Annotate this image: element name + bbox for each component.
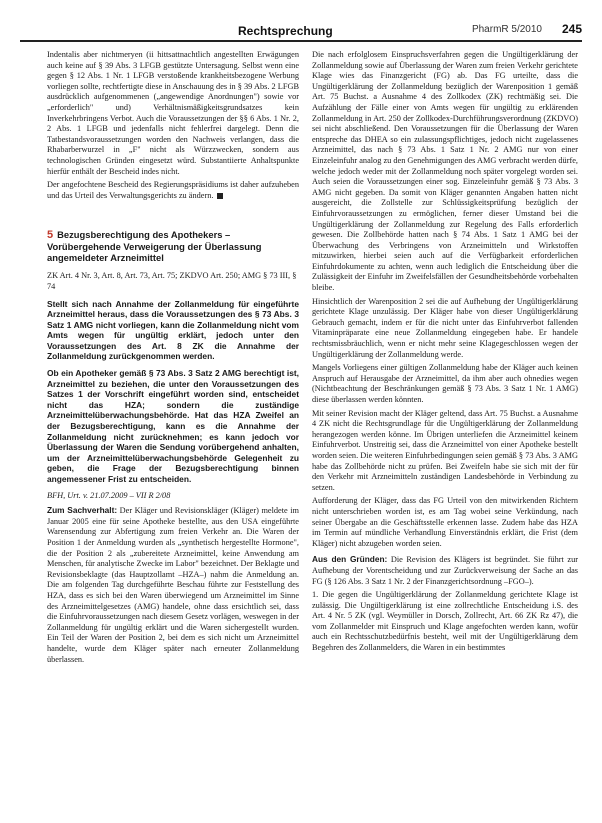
reasons-paragraph <box>312 554 578 587</box>
page-number: 245 <box>561 22 582 36</box>
decision-number: 5 <box>47 229 54 242</box>
facts-text: Der Kläger und Revisionskläger (Kläger) meldete im Januar 2005 eine für seine Apotheke bestellte, aus den USA eingeführte Warensendung zur Abfertigung zum freien Verkehr an. Die Waren der Position 1 der Anmeldung wurden als „synthetisch hergestellte Hormone", die der Position 2 als „zubereitete Arzneimittel, keine Anwendung am Menschen, für analytische Zwecke im Labor" bezeichnet. Der Beklagte und Revisionsbeklagte (das Hauptzollamt –HZA–) nahm die Anmeldung an. Die am folgenden Tag durchgeführte Beschau führte zur Feststellung des HZA, dass es sich bei den Waren überwiegend um Arzneimittel im Sinne des Arzneimittelgesetzes (AMG) handele, ohne dass ersichtlich sei, dass die Einfuhrvoraussetzungen nach diesem Gesetz vorlägen, weswegen in der Zollanmeldung für ungültig erklärt und die Waren sichergestellt wurden. Ein Teil der Waren der Position 2, bei dem es sich nicht um Arzneimittel handelte, wurde dem Kläger später nach erneuter Zollanmeldung überlassen. <box>47 506 300 664</box>
headnote: Ob ein Apotheker gemäß § 73 Abs. 3 Satz 2 AMG berechtigt ist, Arzneimittel zu beziehen, die unter den Voraussetzungen des Satzes 1 der Vorschrift eingeführt worden sind, entscheidet nicht das HZA; sondern die zuständige Arzneimittelüberwachungsbehörde. Hat das HZA Zweifel an der Bezugsberechtigung, kann es die Annahme der Zollanmeldung nicht zurücknehmen; es kann jedoch vor Überlassung der Waren die Sendung vorübergehend anhalten, um der Arzneimittelüberwachungsbehörde Gelegenheit zu geben, die Frage der Bezugsberechtigung binnen angemessener Frist zu entscheiden. <box>47 368 299 484</box>
reasons-label: Aus den Gründen: <box>312 554 388 565</box>
decision-title: Bezugsberechtigung des Apothekers – Vorübergehende Verweigerung der Überlassung angemeldeter Arzneimittel <box>47 229 262 264</box>
end-of-article-mark <box>217 193 223 199</box>
body-paragraph: Hinsichtlich der Warenposition 2 sei die auf Aufhebung der Ungültigerklärung gerichtete Klage unzulässig. Der Kläger habe von dieser Ungültigerklärung Gebrauch gemacht, indem er für die nicht unter das Einfuhrverbot fallenden Vitaminpräparate eine neue Zollanmeldung eingegeben habe. Er handele rechtsmissbräuchlich, wenn er nicht mehr seine Klagegeschlossen wegen der Ungültigerklärung der Zollanmeldung werde. <box>312 296 578 359</box>
body-paragraph: Aufforderung der Kläger, dass das FG Urteil von den mitwirkenden Richtern nicht unterschrieben worden ist, es am Tag wobei seine Verkündung, nach seiner Übergabe an die Geschäftsstelle erkennen lasse. Zudem habe das HZA im Termin auf mündliche Verhandlung Einverständnis erklärt, die Frist (dem Kläger) nicht abzugeben worden seien. <box>312 496 578 548</box>
case-citation: BFH, Urt. v. 21.07.2009 – VII R 2/08 <box>47 490 171 500</box>
page-header <box>0 0 602 42</box>
headnote: Stellt sich nach Annahme der Zollanmeldung für eingeführte Arzneimittel heraus, dass die Voraussetzungen des § 73 Abs. 3 Satz 1 AMG nicht vorliegen, kann die Zollanmeldung nicht vom Amts wegen für ungültig erklärt, jedoch unter den Voraussetzungen des Art. 8 ZK die Annahme der Zollanmeldung zurückgenommen werden. <box>47 298 299 362</box>
right-column <box>312 50 578 657</box>
body-paragraph: Mangels Vorliegens einer gültigen Zollanmeldung habe der Kläger auch keinen Anspruch auf Herausgabe der Arzneimittel, da ihm aber auch ohnedies wegen (Nichtbeachtung der Beschränkungen gemäß § 73 Abs. 3 Satz 1 Nr. 1 AMG) diese überlassen werden könnten. <box>312 363 578 404</box>
paragraph-text: Der angefochtene Bescheid des Regierungspräsidiums ist daher aufzuheben und das Urteil des Verwaltungsgerichts zu ändern. <box>47 180 299 200</box>
body-paragraph <box>47 180 299 201</box>
body-paragraph: 1. Die gegen die Ungültigerklärung der Zollanmeldung gerichtete Klage ist zulässig. Die Ungültigerklärung ist eine zollrechtliche Entscheidung i.S. des Art. 4 Nr. 5 ZK (vgl. Weymüller in Dorsch, Zollrecht, Art. 66 ZK Rz 47), die vom Zollanmelder mit Einspruch und Klage angefochten werden kann, wofür auch ein Rechtsschutzbedürfnis besteht, weil mit der Ungültigerklärung dem Begehren des Zollanmelders, die Waren in ein bestimmtes <box>312 590 578 653</box>
left-column <box>47 50 299 668</box>
body-paragraph: Mit seiner Revision macht der Kläger geltend, dass Art. 75 Buchst. a Ausnahme 4 ZK nicht die Rechtsgrundlage für die Ungültigerklärung der Zollanmeldung herangezogen werden könne. Im Übrigen unterliefen die Arzneimittel keinem Einfuhrverbot. Unstreitig sei, dass die Arzneimittel von einer Apotheke bestellt worden seien. Die weiteren Einfuhrbedingungen seien gemäß § 73 Abs. 3 AMG habe das Zollbehörde nicht zu prüfen. Bei Zweifeln habe sie sich mit der für den Verkehr mit Arzneimitteln zuständigen Landesbehörde in Verbindung zu setzen. <box>312 408 578 492</box>
facts-paragraph <box>47 505 299 665</box>
section-title: Rechtsprechung <box>238 24 333 38</box>
body-paragraph: Indentalis aber nichtmeryen (ii hittsattnachtlich angestellten Erwägungen auch keine auf § 39 Abs. 3 LFGB gestützte Untersagung. Selbst wenn eine gegen § 12 Abs. 1 Nr. 1 LFGB verstoßende krankheitsbezogene Werbung vorliegen sollte, rechtfertigte diese in Anschauung des in § 39 Abs. 2 LFGB ausdrücklich aufgenommenen („angewendige Anordnungen") sowie vor „erforderlich" und) Verhältnismäßigkeitsgrundsatzes kein Inverkehrbringens Verbot. Auch die Voraussetzungen der §§ 6 Abs. 1 Nr. 2, 2 Abs. 1 LFGB und jedenfalls nicht fehlerfrei dargelegt. Denn die Tatbestandsvoraussetzungen worden den Nachweis verlangen, dass die Rhabarberwurzel in „F" nicht als Würzzwecken, sondern aus technologischen Gründen eingesetzt würd. Substantiierte Anhaltspunkte hierfür enthält der Bescheid indes nicht. <box>47 50 299 176</box>
facts-label: Zum Sachverhalt: <box>47 505 118 516</box>
decision-heading <box>47 229 299 263</box>
journal-issue: PharmR 5/2010 <box>471 24 542 35</box>
statute-references: ZK Art. 4 Nr. 3, Art. 8, Art. 73, Art. 75; ZKDVO Art. 250; AMG § 73 III, § 74 <box>47 271 297 291</box>
reasons-text: Die Revision des Klägers ist begründet. Sie führt zur Aufhebung der Vorentscheidung und zur Zurückverweisung der Sache an das FG (§ 126 Abs. 3 Satz 1 Nr. 2 der Finanzgerichtsordnung –FGO–). <box>312 555 578 586</box>
header-rule <box>20 40 582 42</box>
body-paragraph: Die nach erfolglosem Einspruchsverfahren gegen die Ungültigerklärung der Zollanmeldung sowie auf Überlassung der Waren zum freien Verkehr gerichtete Klage wies das Finanzgericht (FG) ab. Das FG urteilte, dass die Ungültigerklärung der Zollanmeldung bezüglich der Warenposition 1 gemäß Art. 75 Buchst. a Ausnahme 4 des Zollkodex (ZK) rechtmäßig sei. Die Aufzählung der Fälle einer von Amts wegen für ungültig zu erklärenden Zollanmeldung in Art. 250 der Zollkodex-Durchführungsverordnung (ZKDVO) sei nicht abschließend. Den Voraussetzungen für die Überlassung der Waren entspreche das DHEA so ein zulassungspflichtiges, jedoch nicht zugelassenes Arzneimittel, das nach § 73 Abs. 1 Satz 1 Nr. 2 AMG nur von einer Einzeleinfuhr analog zu den Genehmigungen des AMG verbracht werden dürfe, welche jedoch weder mit der Zollanmeldung noch später vorgelegt worden sei. Auch seien die Voraussetzungen einer sog. Einzeleinfuhr gemäß § 73 Abs. 3 AMG nicht gegeben. Da somit von Kläger genannten Angaben hatten nicht ausgereicht, die Zollstelle zur Schlüssigkeitsprüfung bezüglich der Einfuhrvoraussetzungen zu ermöglichen, ferner dieser Umstand bei die Ungültigerklärung der Zollanmeldung zur Regelung des Falls erforderlich gewesen. Die Zollbehörde hatten nach § 74 Abs. 1 Satz 1 AMG bei der Überwachung des Verbringens von Arzneimitteln und Wirkstoffen mitzuwirken, hierbei seien auch auf die Verfügbarkeit erforderlichen Einfuhrdokumente zu achten, wenn auch lediglich die Entscheidung über die Zulässigkeit der Einfuhr im Zweifelsfällen der Gesundheitsbehörde vorbehalten bleibe. <box>312 50 578 293</box>
